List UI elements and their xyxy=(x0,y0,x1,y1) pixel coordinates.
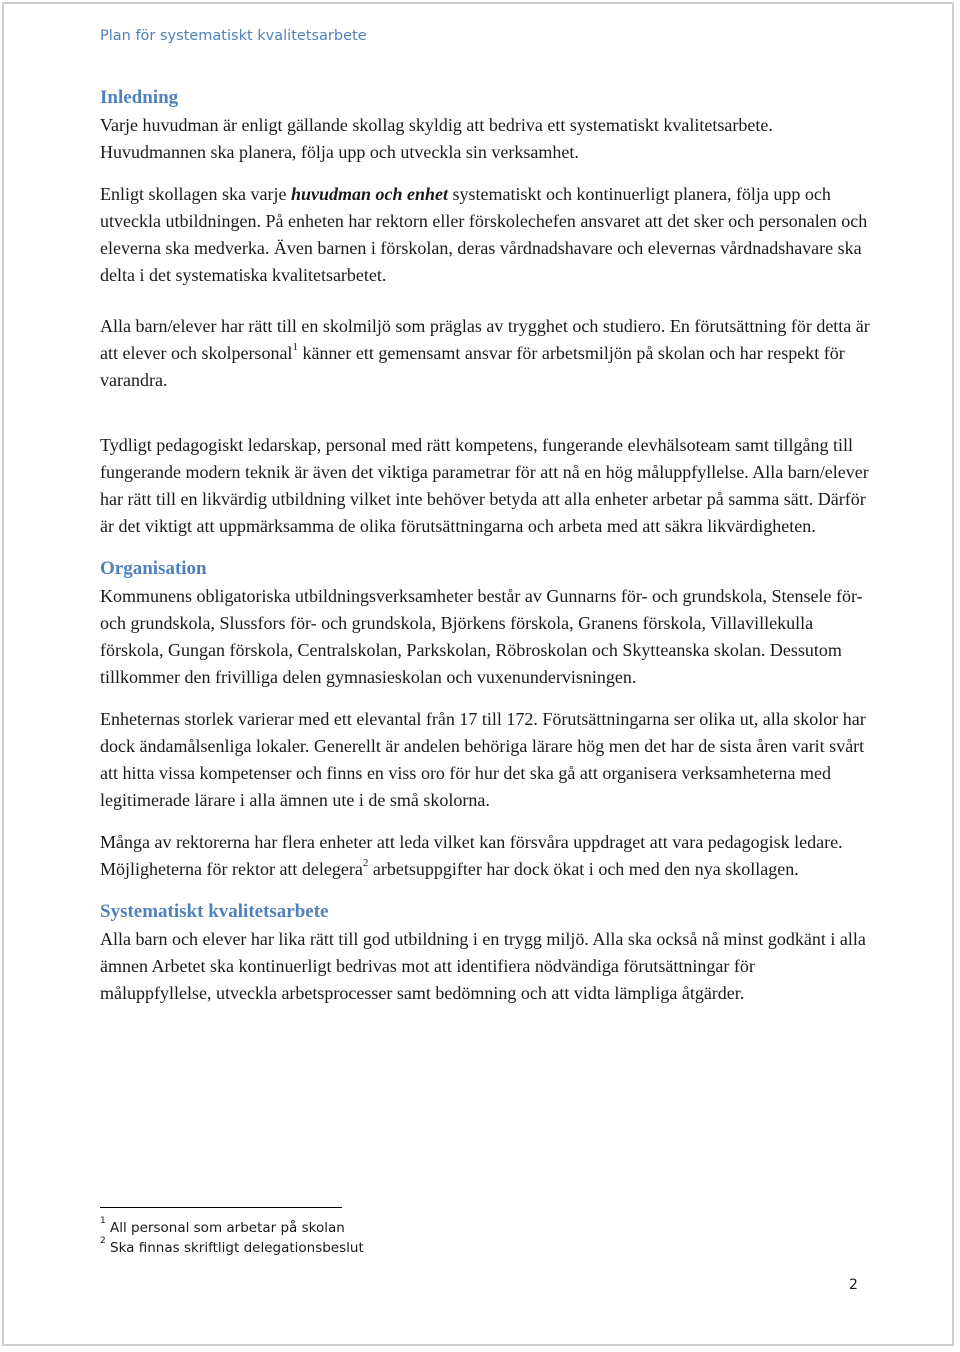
footnotes xyxy=(100,1215,364,1258)
document-body xyxy=(100,84,870,1007)
paragraph: Kommunens obligatoriska utbildningsverksamheter består av Gunnarns för- och grundskola, Stensele för- och grundskola, Slussfors för- och grundskola, Björkens förskola, Granens förskola, Villavillekulla förskola, Gungan förskola, Centralskolan, Parkskolan, Röbroskolan och Skytteanska skolan. Dessutom tillkommer den frivilliga delen gymnasieskolan och vuxenundervisningen. xyxy=(100,586,863,687)
paragraph: Enheternas storlek varierar med ett elevantal från 17 till 172. Förutsättningarna ser olika ut, alla skolor har dock ändamålsenliga lokaler. Generellt är andelen behöriga lärare hög men det har de sista åren varit svårt att hitta vissa kompetenser och finns en viss oro för hur det ska gå att organisera verksamheterna med legitimerade lärare i alla ämnen ute i de små skolorna. xyxy=(100,709,866,810)
paragraph: Alla barn och elever har lika rätt till god utbildning i en trygg miljö. Alla ska också nå minst godkänt i alla ämnen Arbetet ska kontinuerligt bedrivas mot att identifiera nödvändiga förutsättningar för måluppfyllelse, utveckla arbetsprocesser samt bedömning och att vidta lämpliga åtgärder. xyxy=(100,929,866,1003)
running-header: Plan för systematiskt kvalitetsarbete xyxy=(100,28,367,44)
emphasis: huvudman och enhet xyxy=(290,184,448,204)
page-number: 2 xyxy=(849,1277,858,1293)
paragraph: Alla barn/elever har rätt till en skolmiljö som präglas av trygghet och studiero. En förutsättning för detta är att elever och skolpersonal$^1$ känner ett gemensamt ansvar för arbetsmiljön på skolan och har respekt för varandra. xyxy=(100,316,870,390)
paragraph: Tydligt pedagogiskt ledarskap, personal med rätt kompetens, fungerande elevhälsoteam samt tillgång till fungerande modern teknik är även det viktiga parametrar för att nå en hög måluppfyllelse. Alla barn/elever har rätt till en likvärdig utbildning vilket inte behöver betyda att alla enheter arbetar på samma sätt. Därför är det viktigt att uppmärksamma de olika förutsättningarna och arbeta med att säkra likvärdigheten. xyxy=(100,435,869,536)
footnote-separator xyxy=(100,1207,342,1208)
heading-organisation: Organisation xyxy=(100,558,207,579)
paragraph: Varje huvudman är enligt gällande skollag skyldig att bedriva ett systematiskt kvalitetsarbete. Huvudmannen ska planera, följa upp och utveckla sin verksamhet. xyxy=(100,115,773,162)
footnote-ref[interactable]: 1 xyxy=(292,341,298,353)
footnote-item: $^1$ All personal som arbetar på skolan xyxy=(100,1215,345,1236)
paragraph: Många av rektorerna har flera enheter att leda vilket kan försvåra uppdraget att vara pedagogisk ledare. Möjligheterna för rektor att delegera$^2$ arbetsuppgifter har dock ökat i och med den nya skollagen. xyxy=(100,832,843,879)
heading-systematiskt: Systematiskt kvalitetsarbete xyxy=(100,901,329,922)
footnote-ref[interactable]: 2 xyxy=(362,857,369,869)
heading-inledning: Inledning xyxy=(100,87,179,108)
paragraph: Enligt skollagen ska varje huvudman och enhet systematiskt och kontinuerligt planera, följa upp och utveckla utbildningen. På enheten har rektorn eller förskolechefen ansvaret att det sker och personalen och eleverna ska medverka. Även barnen i förskolan, deras vårdnadshavare och elevernas vårdnadshavare ska delta i det systematiska kvalitetsarbetet. xyxy=(100,184,868,285)
footnote-item: $^2$ Ska finnas skriftligt delegationsbeslut xyxy=(100,1235,364,1256)
